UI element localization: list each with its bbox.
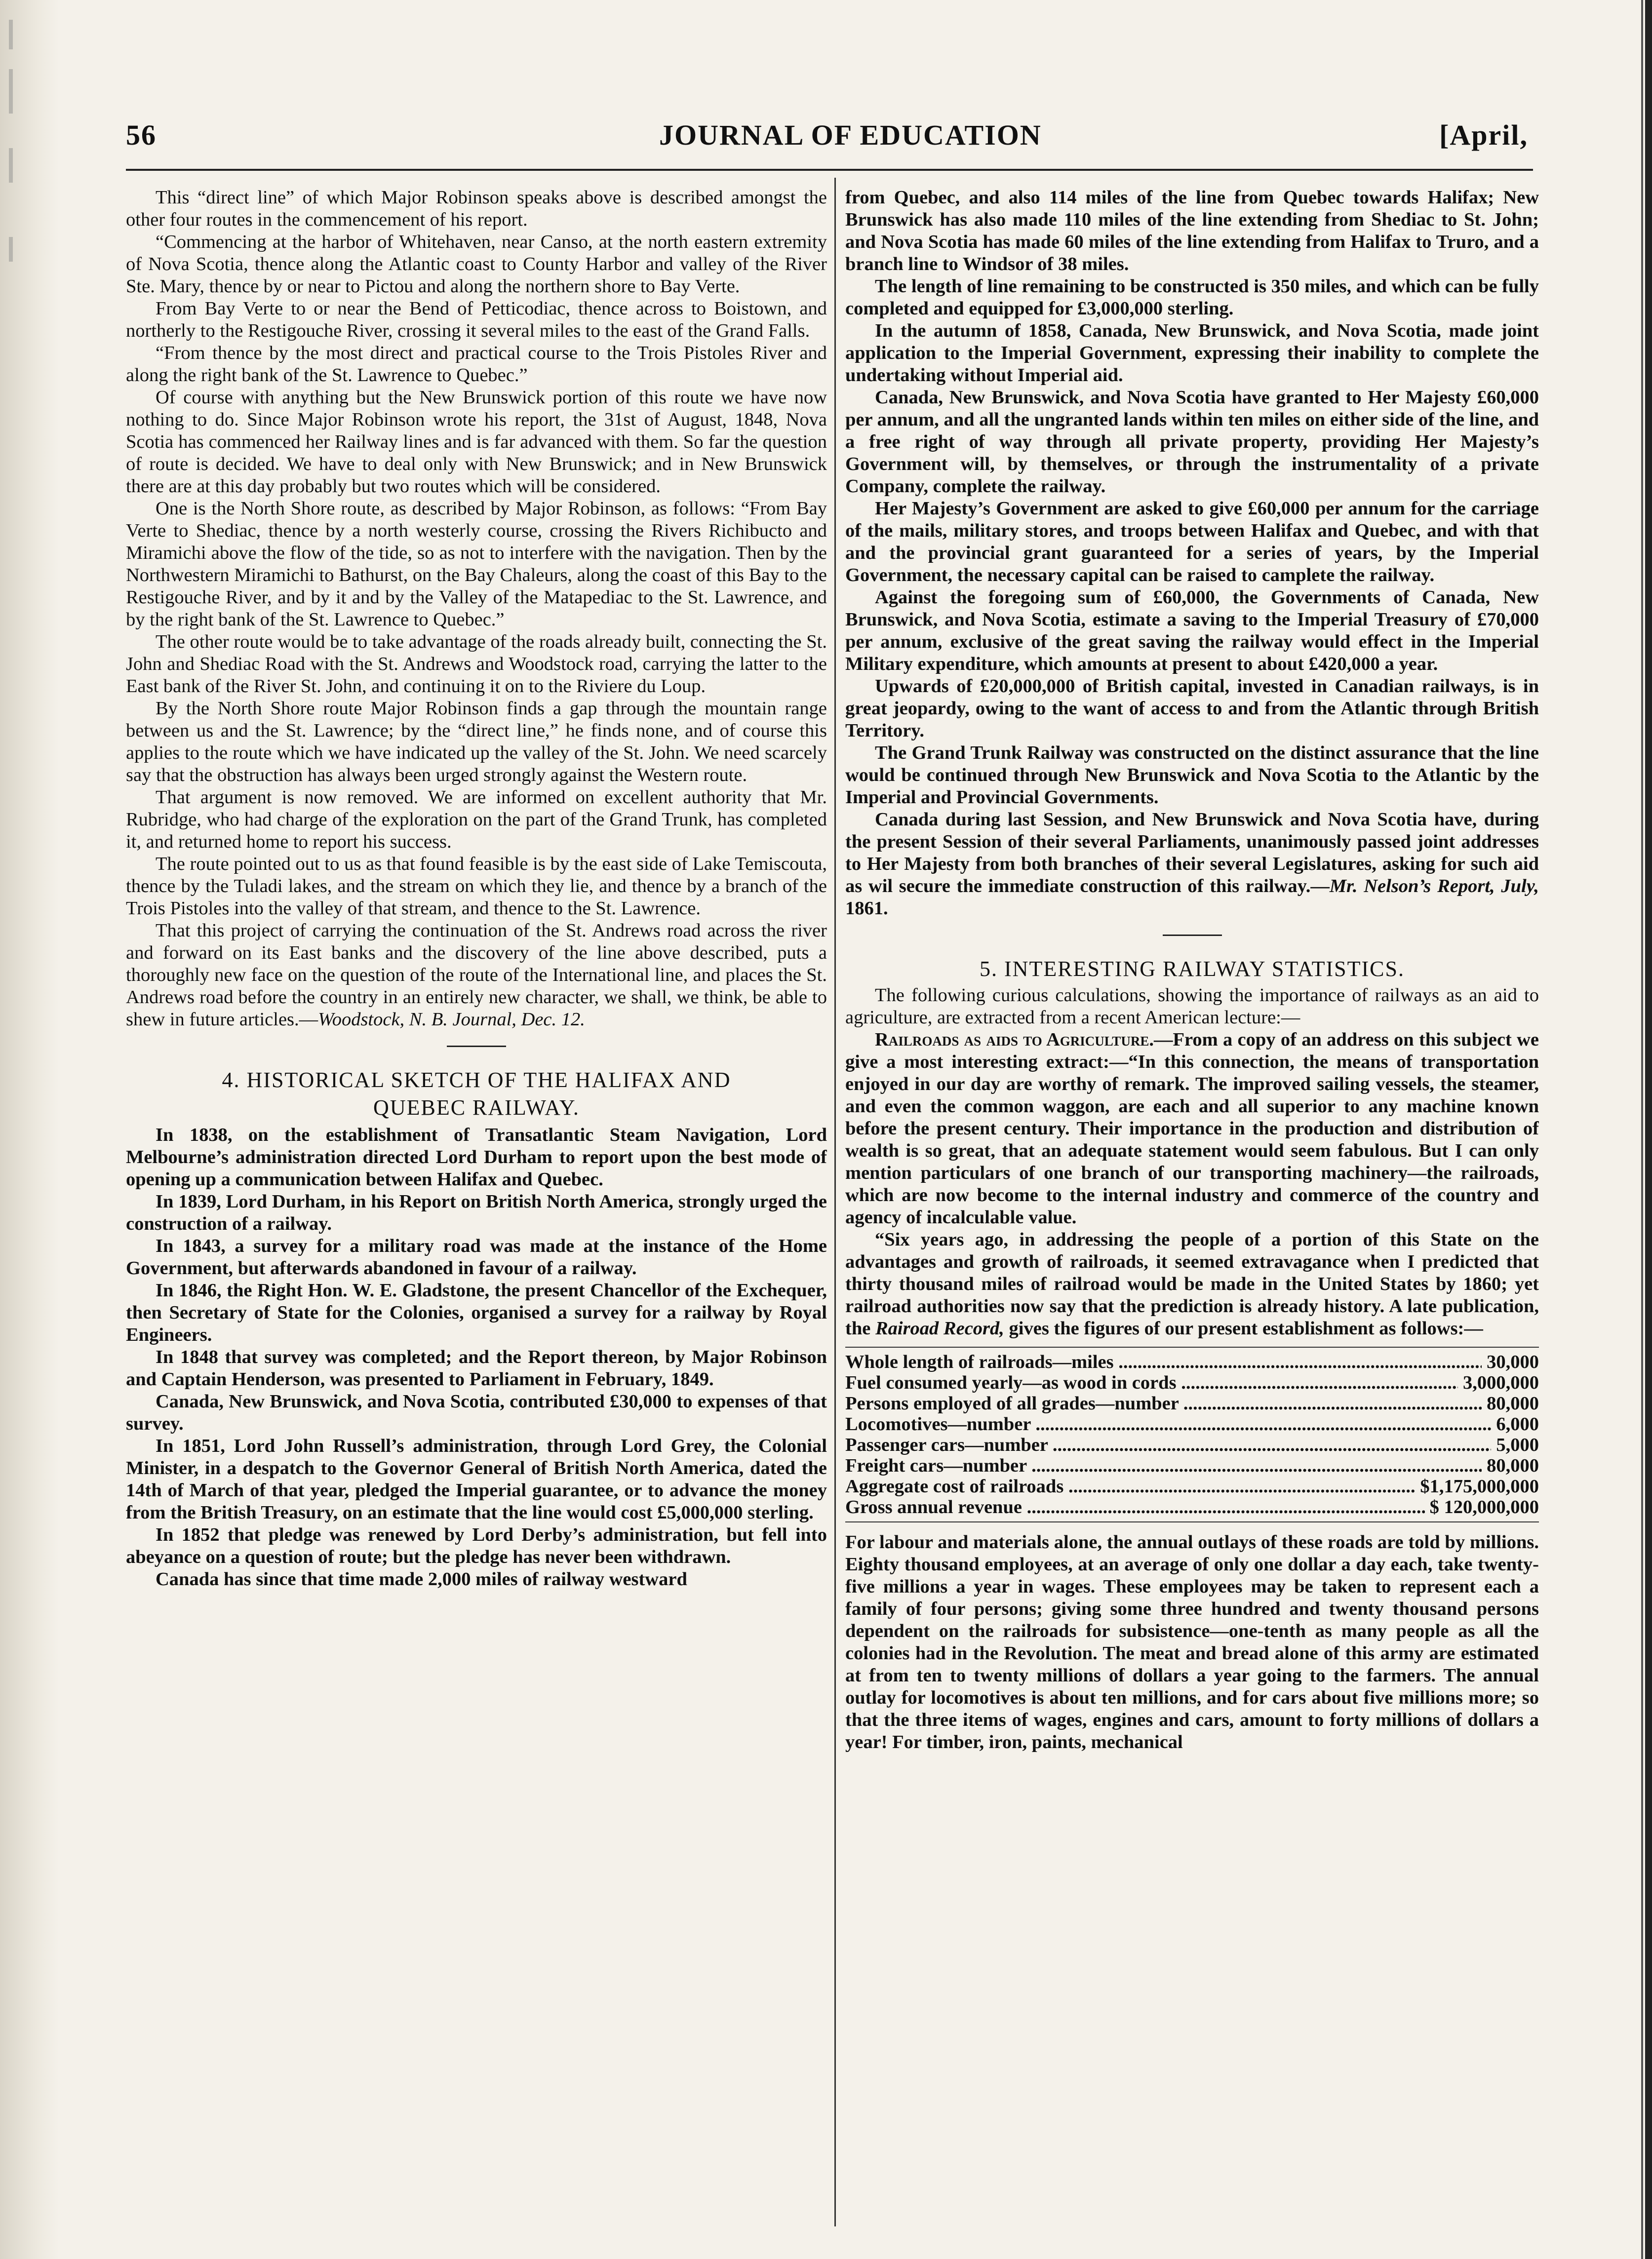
- paragraph: In 1839, Lord Durham, in his Report on British North America, strongly urged the construction of a railway.: [126, 1191, 827, 1234]
- paragraph: Canada has since that time made 2,000 miles of railway westward: [156, 1569, 687, 1590]
- paragraph: The other route would be to take advantage of the roads already built, connecting the St. John and Shediac Road with the St. Andrews and Woodstock road, carrying the latter to the East bank of the River St. John, and continuing it on to the Riviere du Loup.: [126, 631, 827, 697]
- stats-label: Passenger cars—number .....: [845, 1435, 1491, 1455]
- stats-label: Freight cars—number .....: [845, 1455, 1482, 1476]
- section-separator: [447, 1046, 506, 1047]
- paragraph: That argument is now removed. We are informed on excellent authority that Mr. Rubridge, who had charge of the exploration on the part of the Grand Trunk, has completed it, and returned home to report his success.: [126, 787, 827, 852]
- stats-row: [845, 1476, 1539, 1497]
- stats-label: Locomotives—number .....: [845, 1414, 1491, 1435]
- paragraph: Canada, New Brunswick, and Nova Scotia have granted to Her Majesty £60,000 per annum, and all the ungranted lands within ten miles on either side of the line, and a free right of way through all private property, providing Her Majesty’s Government will, by themselves, or through the instrumentality of a private Company, complete the railway.: [845, 387, 1539, 497]
- stats-value: 30,000: [1487, 1352, 1539, 1372]
- paragraph-text: Canada during last Session, and New Brunswick and Nova Scotia have, during the present Session of their several Parliaments, unanimously passed joint addresses to Her Majesty from both branches of their several Legislatures, asking for such aid as wil secure the immediate construction of this railway.—: [845, 809, 1539, 896]
- paragraph: In 1851, Lord John Russell’s administration, through Lord Grey, the Colonial Minister, in a despatch to the Governor General of British North America, dated the 14th of March of that year, pledged the Imperial guarantee, or to advance the money from the British Treasury, on an estimate that the line would cost £5,000,000 sterling.: [126, 1436, 827, 1523]
- section-separator: [1163, 935, 1222, 936]
- paragraph: from Quebec, and also 114 miles of the line from Quebec towards Halifax; New Brunswick has also made 110 miles of the line extending from Shediac to St. John; and Nova Scotia has made 60 miles of the line extending from Halifax to Truro, and a branch line to Windsor of 38 miles.: [845, 187, 1539, 274]
- paragraph: The following curious calculations, showing the importance of railways as an aid to agriculture, are extracted from a recent American lecture:—: [845, 985, 1539, 1028]
- paragraph: [126, 920, 827, 1031]
- publication-title: Rairoad Record,: [875, 1318, 1004, 1339]
- paragraph: In the autumn of 1858, Canada, New Brunswick, and Nova Scotia, made joint application to the Imperial Government, expressing their inability to complete the undertaking without Imperial aid.: [845, 320, 1539, 386]
- column-divider: [834, 178, 836, 2226]
- stats-label: Fuel consumed yearly—as wood in cords .....: [845, 1372, 1458, 1393]
- stats-label: Persons employed of all grades—number .....: [845, 1393, 1482, 1414]
- paragraph: [845, 809, 1539, 920]
- section-heading: 5. INTERESTING RAILWAY STATISTICS.: [980, 957, 1405, 981]
- source-year: 1861.: [845, 898, 888, 919]
- paragraph: In 1846, the Right Hon. W. E. Gladstone, the present Chancellor of the Exchequer, then Secretary of State for the Colonies, organised a survey for a railway by Royal Engineers.: [126, 1280, 827, 1345]
- paragraph: The Grand Trunk Railway was constructed on the distinct assurance that the line would be continued through New Brunswick and Nova Scotia to the Atlantic by the Imperial and Provincial Governments.: [845, 742, 1539, 808]
- paragraph: This “direct line” of which Major Robinson speaks above is described amongst the other four routes in the commencement of his report.: [126, 187, 827, 230]
- stats-label: Gross annual revenue .....: [845, 1497, 1425, 1518]
- paragraph: “From thence by the most direct and practical course to the Trois Pistoles River and along the right bank of the St. Lawrence to Quebec.”: [126, 343, 827, 386]
- paragraph: In 1838, on the establishment of Transatlantic Steam Navigation, Lord Melbourne’s administration directed Lord Durham to report upon the best mode of opening up a communication between Halifax and Quebec.: [126, 1125, 827, 1190]
- stats-row: [845, 1393, 1539, 1414]
- stats-label: Aggregate cost of railroads .....: [845, 1476, 1415, 1497]
- paragraph-text: gives the figures of our present establishment as follows:—: [1004, 1318, 1483, 1339]
- stats-row: [845, 1372, 1539, 1393]
- paragraph: For labour and materials alone, the annual outlays of these roads are told by millions. Eighty thousand employees, at an average of only one dollar a day each, take twenty-five millions a year in wages. These employees may be taken to represent each a family of four persons; giving some three hundred and twenty thousand persons dependent on the railroads for subsistence—one-tenth as many people as all the colonies had in the Revolution. The meat and bread alone of this army are estimated at from ten to twenty millions of dollars a year going to the farmers. The annual outlay for locomotives is about ten millions, and for cars about five millions more; so that the three items of wages, engines and cars, amount to forty millions of dollars a year! For timber, iron, paints, mechanical: [845, 1532, 1539, 1753]
- section-heading: 4. HISTORICAL SKETCH OF THE HALIFAX AND: [222, 1068, 731, 1092]
- paragraph: “Commencing at the harbor of Whitehaven, near Canso, at the north eastern extremity of Nova Scotia, thence along the Atlantic coast to County Harbor and valley of the River Ste. Mary, thence by or near to Pictou and along the northern shore to Bay Verte.: [126, 232, 827, 297]
- stats-row: [845, 1435, 1539, 1455]
- issue-month: [April,: [1439, 119, 1528, 151]
- stats-value: $1,175,000,000: [1420, 1476, 1539, 1497]
- paragraph: Canada, New Brunswick, and Nova Scotia, contributed £30,000 to expenses of that survey.: [126, 1391, 827, 1434]
- paragraph: Upwards of £20,000,000 of British capital, invested in Canadian railways, is in great jeopardy, owing to the want of access to and from the Atlantic through British Territory.: [845, 676, 1539, 741]
- paragraph: The length of line remaining to be constructed is 350 miles, and which can be fully completed and equipped for £3,000,000 sterling.: [845, 276, 1539, 319]
- stats-value: $ 120,000,000: [1429, 1497, 1539, 1518]
- paragraph: In 1852 that pledge was renewed by Lord Derby’s administration, but fell into abeyance on a question of route; but the pledge has never been withdrawn.: [126, 1524, 827, 1567]
- stats-row: [845, 1497, 1539, 1518]
- paragraph: By the North Shore route Major Robinson finds a gap through the mountain range between us and the St. Lawrence; by the “direct line,” he finds none, and of course this applies to the route which we have indicated up the valley of the St. John. We need scarcely say that the obstruction has always been urged strongly against the Western route.: [126, 698, 827, 785]
- paragraph: Against the foregoing sum of £60,000, the Governments of Canada, New Brunswick, and Nova Scotia, estimate a saving to the Imperial Treasury of £70,000 per annum, exclusive of the great saving the railway would effect in the Imperial Military expenditure, which amounts at present to about £420,000 a year.: [845, 587, 1539, 674]
- running-header: [126, 118, 1528, 173]
- paragraph-text: —From a copy of an address on this subject we give a most interesting extract:—“In this connection, the means of transportation enjoyed in our day are worthy of remark. The improved sailing vessels, the steamer, and even the common waggon, are each and all superior to any machine known before the present century. Their importance in the production and distribution of wealth is so great, that an adequate statement would seem fabulous. But I can only mention particulars of one branch of our transporting machinery—the railroads, which are now become to the internal industry and commerce of the country and agency of incalculable value.: [845, 1029, 1539, 1228]
- paragraph: The route pointed out to us as that found feasible is by the east side of Lake Temiscouta, thence by the Tuladi lakes, and the stream on which they lie, and thence by a branch of the Trois Pistoles into the valley of that stream, and thence to the St. Lawrence.: [126, 854, 827, 919]
- paragraph: One is the North Shore route, as described by Major Robinson, as follows: “From Bay Verte to Shediac, thence by a north westerly course, crossing the Rivers Richibucto and Miramichi above the flow of the tide, so as not to interfere with the navigation. Then by the Northwestern Miramichi to Bathurst, on the Bay Chaleurs, along the coast of this Bay to the Restigouche River, and by it and by the Valley of the Matapediac to the St. Lawrence, and by the right bank of the St. Lawrence to Quebec.”: [126, 498, 827, 630]
- paragraph: [845, 1229, 1539, 1340]
- paragraph: From Bay Verte to or near the Bend of Petticodiac, thence across to Boistown, and northerly to the Restigouche River, crossing it several miles to the east of the Grand Falls.: [126, 298, 827, 341]
- stats-row: [845, 1414, 1539, 1435]
- page-number: 56: [126, 119, 157, 151]
- lead-small-caps: Railroads as aids to Agriculture.: [875, 1029, 1154, 1050]
- paragraph: [845, 1029, 1539, 1229]
- header-rule: [126, 169, 1533, 171]
- page-right-edge-line: [1641, 0, 1643, 2259]
- journal-title: JOURNAL OF EDUCATION: [659, 119, 1042, 151]
- source-citation: Woodstock, N. B. Journal, Dec. 12.: [318, 1009, 585, 1030]
- paragraph: Her Majesty’s Government are asked to give £60,000 per annum for the carriage of the mails, military stores, and troops between Halifax and Quebec, and with that and the provincial grant guaranteed for a series of years, by the Imperial Government, the necessary capital can be raised to camplete the railway.: [845, 498, 1539, 585]
- paragraph: In 1848 that survey was completed; and the Report thereon, by Major Robinson and Captain Henderson, was presented to Parliament in February, 1849.: [126, 1347, 827, 1390]
- section-heading-continued: QUEBEC RAILWAY.: [373, 1095, 580, 1120]
- stats-value: 5,000: [1496, 1435, 1539, 1455]
- stats-value: 6,000: [1496, 1414, 1539, 1435]
- stats-value: 80,000: [1487, 1393, 1539, 1414]
- stats-row: [845, 1455, 1539, 1476]
- paragraph-text: “Six years ago, in addressing the people of a portion of this State on the advantages and growth of railroads, it seemed extravagance when I predicted that thirty thousand miles of railroad would be made in the United States by 1860; yet railroad authorities now say that the prediction is already history. A late publication, the: [845, 1229, 1539, 1339]
- paragraph-text: That this project of carrying the continuation of the St. Andrews road across the river and forward on its East banks and the discovery of the line above described, puts a thoroughly new face on the question of the route of the International line, and places the St. Andrews road before the country in an entirely new character, we shall, we think, be able to shew in future articles.—: [126, 920, 827, 1030]
- page-right-edge: [1645, 0, 1652, 2259]
- stats-value: 3,000,000: [1463, 1372, 1539, 1393]
- left-column: [126, 187, 827, 2225]
- paragraph: Of course with anything but the New Brunswick portion of this route we have now nothing to do. Since Major Robinson wrote his report, the 31st of August, 1848, Nova Scotia has commenced her Railway lines and is far advanced with them. So far the question of route is decided. We have to deal only with New Brunswick; and in New Brunswick there are at this day probably but two routes which will be considered.: [126, 387, 827, 497]
- paragraph: In 1843, a survey for a military road was made at the instance of the Home Government, but afterwards abandoned in favour of a railway.: [126, 1236, 827, 1279]
- stats-row: [845, 1352, 1539, 1372]
- statistics-table: [845, 1347, 1539, 1522]
- page-binding-edge: [0, 0, 59, 2259]
- stats-label: Whole length of railroads—miles .....: [845, 1352, 1482, 1372]
- source-citation: Mr. Nelson’s Report, July,: [1329, 876, 1539, 896]
- stats-value: 80,000: [1487, 1455, 1539, 1476]
- right-column: [845, 187, 1539, 2225]
